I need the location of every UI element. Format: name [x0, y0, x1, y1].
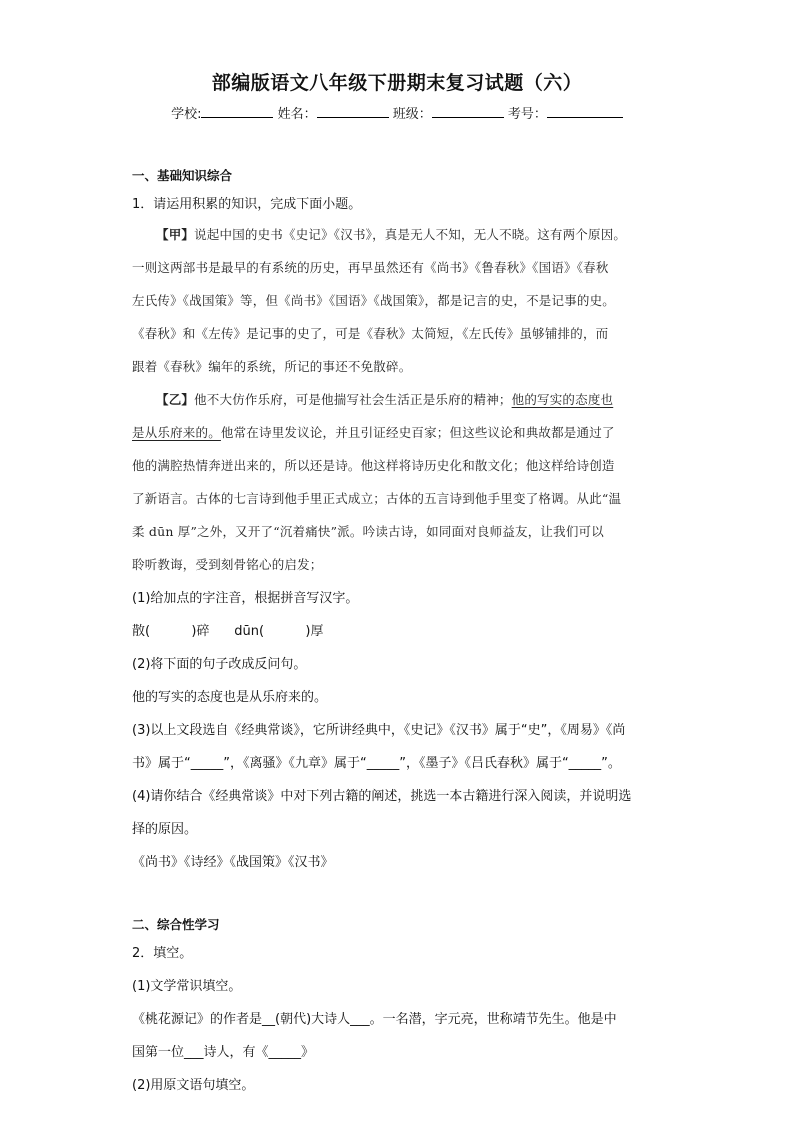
passage-text: 他常在诗里发议论，并且引证经史百家；但这些议论和典故都是通过了	[220, 425, 615, 440]
passage-text: 他不大仿作乐府，可是他揣写社会生活正是乐府的精神；	[194, 392, 512, 407]
question-2: 2．填空。	[132, 946, 193, 961]
exam-no-blank[interactable]	[547, 103, 623, 118]
sub-question-2-sentence: 他的写实的态度也是从乐府来的。	[132, 690, 328, 705]
name-blank[interactable]	[317, 103, 389, 118]
school-blank[interactable]	[201, 103, 273, 118]
underlined-sentence-end: 是从乐府来的。	[132, 425, 221, 440]
book-list: 《尚书》《诗经》《战国策》《汉书》	[132, 855, 334, 870]
class-label: 班级：	[392, 107, 432, 122]
passage-jia-line-3: 左氏传》《战国策》等，但《尚书》《国语》《战国策》，都是记言的史，不是记事的史。	[132, 293, 616, 308]
sub-question-4-line-1: (4)请你结合《经典常谈》中对下列古籍的阐述，挑选一本古籍进行深入阅读，并说明选	[132, 789, 632, 804]
passage-yi-line-3: 他的满腔热情奔迸出来的，所以还是诗。他这样将诗历史化和散文化；他这样给诗创造	[132, 458, 615, 473]
passage-jia-line-4: 《春秋》和《左传》是记事的史了，可是《春秋》太简短，《左氏传》虽够铺排的，而	[132, 326, 609, 341]
sub-question-3-line-1: (3)以上文段选自《经典常谈》，它所讲经典中，《史记》《汉书》属于“史”，《周易》《尚	[132, 723, 626, 738]
student-info-line	[0, 103, 794, 122]
sub-question-4-line-2: 择的原因。	[132, 822, 198, 837]
sub-question-1-answer-line[interactable]: 散( )碎 dūn( )厚	[132, 624, 324, 639]
underlined-sentence: 他的写实的态度也	[511, 392, 614, 407]
passage-yi-tag: 【乙】	[156, 392, 195, 407]
passage-jia-line-2: 一则这两部书是最早的有系统的历史，再早虽然还有《尚书》《鲁春秋》《国语》《春秋	[132, 260, 609, 275]
section-heading-comprehensive: 二、综合性学习	[132, 917, 220, 932]
sub-question-2-2: (2)用原文语句填空。	[132, 1078, 255, 1093]
fill-line-2[interactable]: 国第一位___诗人，有《_____》	[132, 1045, 315, 1060]
passage-yi-line-1	[156, 390, 613, 408]
passage-yi-line-5: 柔 dūn 厚”之外，又开了“沉着痛快”派。吟读古诗，如同面对良师益友，让我们可以	[132, 524, 604, 539]
question-1: 1．请运用积累的知识，完成下面小题。	[132, 197, 362, 212]
passage-yi-line-6: 聆听教诲，受到刻骨铭心的启发；	[132, 557, 323, 572]
section-heading-basic: 一、基础知识综合	[132, 168, 233, 183]
sub-question-3-line-2[interactable]: 书》属于“_____”，《离骚》《九章》属于“_____”，《墨子》《吕氏春秋》属于“_____”。	[132, 756, 621, 771]
fill-line-1[interactable]: 《桃花源记》的作者是__(朝代)大诗人___。一名潜，字元亮，世称靖节先生。他是中	[132, 1012, 617, 1027]
passage-yi-line-4: 了新语言。古体的七言诗到他手里正式成立；古体的五言诗到他手里变了格调。从此“温	[132, 491, 622, 506]
passage-yi-line-2	[132, 423, 615, 441]
passage-jia-tag: 【甲】	[156, 227, 195, 242]
passage-jia-line-1	[156, 225, 626, 243]
sub-question-1: (1)给加点的字注音，根据拼音写汉字。	[132, 591, 359, 606]
class-blank[interactable]	[432, 103, 504, 118]
sub-question-2-1: (1)文学常识填空。	[132, 979, 242, 994]
sub-question-2: (2)将下面的句子改成反问句。	[132, 657, 307, 672]
exam-no-label: 考号：	[507, 107, 547, 122]
name-label: 姓名：	[277, 107, 317, 122]
page-title: 部编版语文八年级下册期末复习试题（六）	[211, 72, 583, 94]
passage-jia-line-5: 跟着《春秋》编年的系统，所记的事还不免散碎。	[132, 359, 412, 374]
school-label: 学校:	[171, 107, 202, 122]
passage-text: 说起中国的史书《史记》《汉书》，真是无人不知，无人不晓。这有两个原因。	[194, 227, 627, 242]
